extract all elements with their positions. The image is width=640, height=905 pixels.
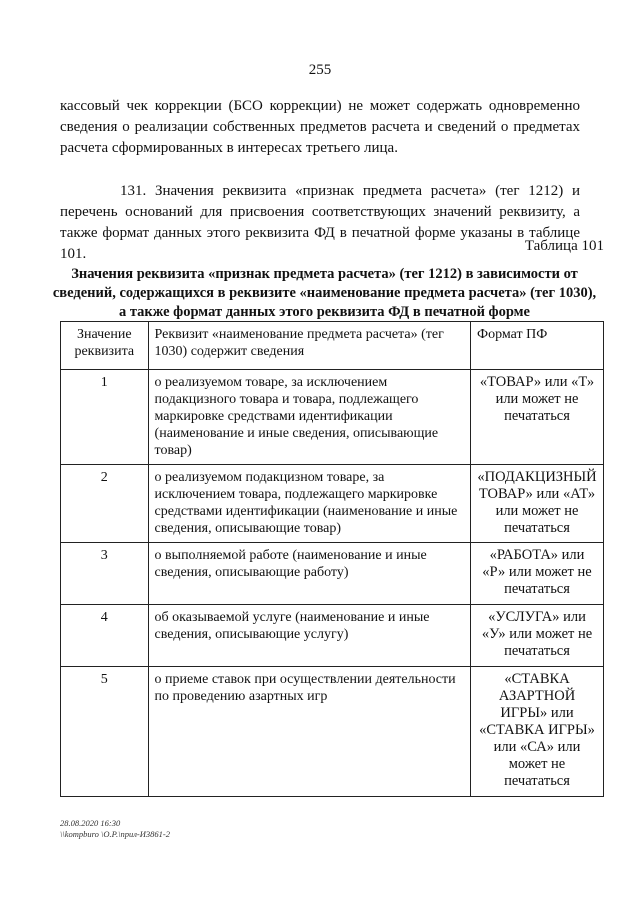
paragraph-continuation: кассовый чек коррекции (БСО коррекции) не может содержать одновременно сведения о реализации собственных предметов расчета и сведений о предметах расчета сформированных в интересах третьего лица. <box>60 98 580 156</box>
document-footer <box>60 818 170 840</box>
table-row <box>61 605 604 667</box>
table-row <box>61 370 604 465</box>
table-header-row <box>61 322 604 370</box>
cell-info: об оказываемой услуге (наименование и иные сведения, описывающие услугу) <box>148 605 470 667</box>
cell-info: о реализуемом подакцизном товаре, за исключением товара, подлежащего маркировке средствами идентификации (наименование и иные сведения, описывающие товар) <box>148 465 470 543</box>
cell-format: «СТАВКА АЗАРТНОЙ ИГРЫ» или «СТАВКА ИГРЫ» или «СА» или может не печататься <box>471 667 604 797</box>
header-format: Формат ПФ <box>471 322 604 370</box>
table-row <box>61 667 604 797</box>
page-number: 255 <box>308 62 332 78</box>
footer-date: 28.08.2020 16:30 <box>60 818 121 828</box>
footer-path: \\kompburo \О.Р.\прил-И3861-2 <box>60 829 170 839</box>
header-info: Реквизит «наименование предмета расчета» (тег 1030) содержит сведения <box>148 322 470 370</box>
cell-value: 1 <box>61 370 149 465</box>
requisite-table <box>60 321 604 797</box>
cell-value: 2 <box>61 465 149 543</box>
paragraph-131: 131. Значения реквизита «признак предмета расчета» (тег 1212) и перечень оснований для присвоения соответствующих значений реквизиту, а также формат данных этого реквизита ФД в печатной форме указаны в таблице 101. <box>60 183 580 262</box>
table-label: Таблица 101 <box>524 238 604 254</box>
header-value: Значение реквизита <box>61 322 149 370</box>
cell-format: «ПОДАКЦИЗНЫЙ ТОВАР» или «АТ» или может не печататься <box>471 465 604 543</box>
cell-info: о выполняемой работе (наименование и иные сведения, описывающие работу) <box>148 543 470 605</box>
cell-format: «РАБОТА» или «Р» или может не печататься <box>471 543 604 605</box>
cell-info: о приеме ставок при осуществлении деятельности по проведению азартных игр <box>148 667 470 797</box>
cell-format: «ТОВАР» или «Т» или может не печататься <box>471 370 604 465</box>
cell-format: «УСЛУГА» или «У» или может не печататься <box>471 605 604 667</box>
table-row <box>61 465 604 543</box>
cell-value: 4 <box>61 605 149 667</box>
cell-value: 5 <box>61 667 149 797</box>
table-row <box>61 543 604 605</box>
cell-info: о реализуемом товаре, за исключением подакцизного товара и товара, подлежащего маркировке средствами идентификации (наименование и иные сведения, описывающие товар) <box>148 370 470 465</box>
table-title: Значения реквизита «признак предмета расчета» (тег 1212) в зависимости от сведений, содержащихся в реквизите «наименование предмета расчета» (тег 1030), а также формат данных этого реквизита ФД в печатной форме <box>52 266 597 320</box>
cell-value: 3 <box>61 543 149 605</box>
